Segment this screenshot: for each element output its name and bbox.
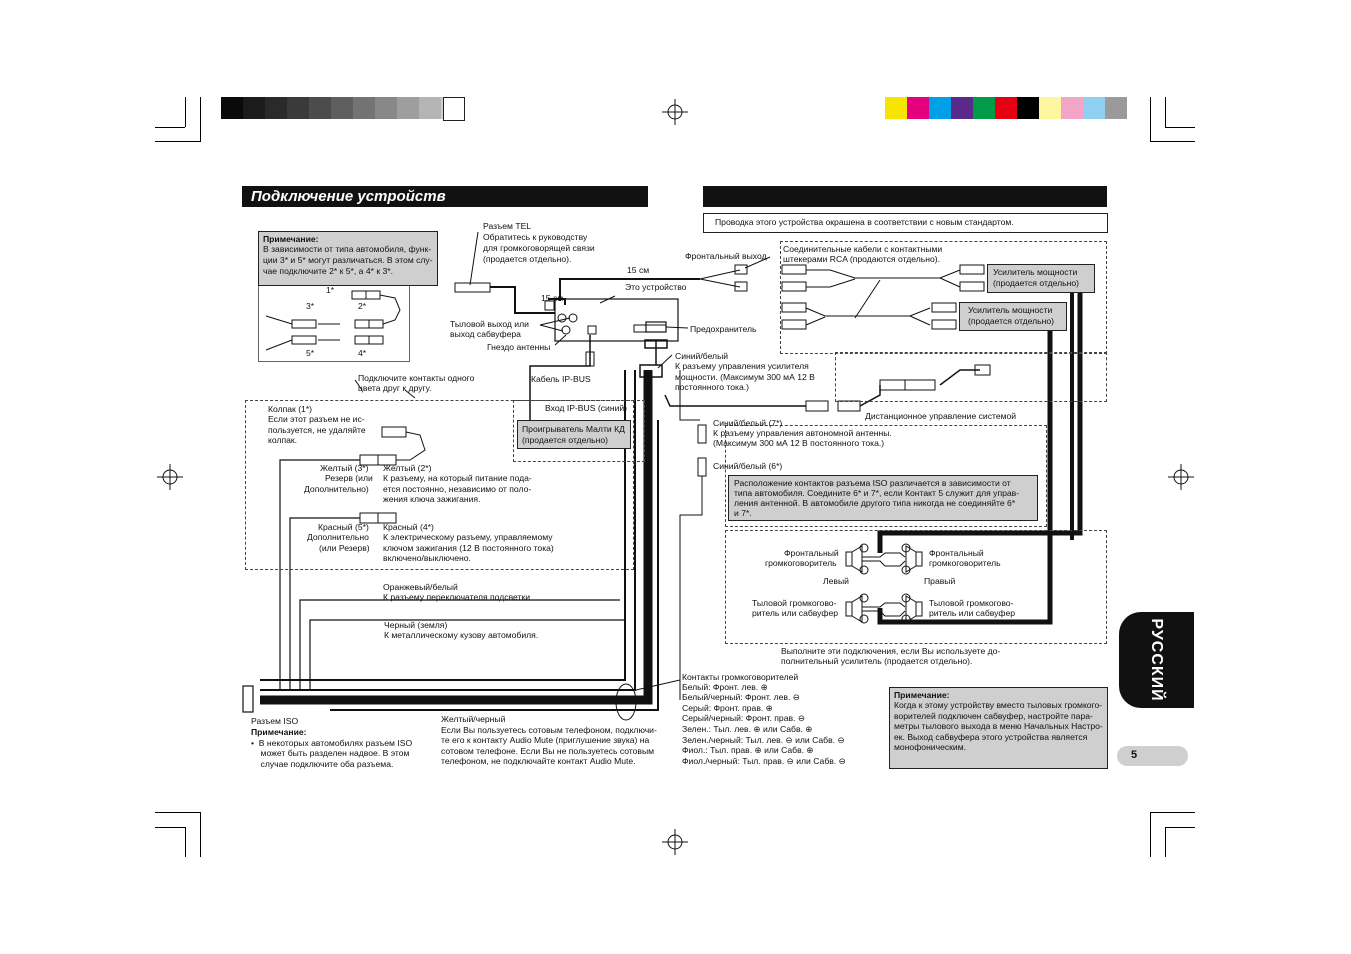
note-top-box (258, 231, 438, 286)
amplifier-1 (987, 264, 1095, 293)
note-sub-box (889, 687, 1108, 769)
black-label: Черный (земля) (384, 620, 448, 630)
tel-label: Разъем TEL (483, 221, 532, 231)
blue-white7-label: (Максимум 300 мА 12 В постоянного тока.) (713, 438, 885, 448)
page-title: Подключение устройств (242, 186, 648, 207)
red4-label: включено/выключено. (383, 553, 471, 563)
head-unit (555, 299, 678, 341)
red4-label: ключом зажигания (12 В постоянного тока) (383, 543, 554, 553)
note-top-line: ции 3* и 5* могут различаться. В этом слу- (263, 255, 433, 265)
note-sub-line: монофоническим. (894, 742, 967, 752)
amp-label: (продается отдельно) (993, 278, 1079, 288)
ipbus-input-label: Вход IP-BUS (синий) (545, 403, 628, 413)
front-left-label: громкоговоритель (765, 558, 837, 568)
yellow3-label: Дополнительно) (304, 484, 369, 494)
red4-label: Красный (4*) (383, 522, 434, 532)
note-iso-line: может быть разделен надвое. В этом (251, 748, 410, 758)
cable-length-b: 15 см (541, 293, 564, 303)
sub-out-label: Тыловой выход или (450, 319, 529, 329)
inset-label-3: 3* (306, 301, 315, 311)
amp-dashed-region (725, 530, 1107, 644)
match-note: Подключите контакты одного (358, 373, 475, 383)
remote-dashed-region (835, 352, 1107, 402)
front-right-label: Фронтальный (929, 548, 984, 558)
iso-note-box (728, 475, 1038, 521)
right-label: Правый (924, 576, 956, 586)
note-sub-title: Примечание: (894, 690, 950, 700)
iso-note-line: ления антенной. В автомобиле другого типа никогда не соединяйте 6* (734, 498, 1016, 508)
yellow2-label: жения ключа зажигания. (383, 494, 481, 504)
speaker-contact: Серый/черный: Фронт. прав. ⊖ (682, 713, 806, 723)
language-tab-label: РУССКИЙ (1148, 618, 1165, 702)
front-right-label: громкоговоритель (929, 558, 1001, 568)
speaker-contact: Белый/черный: Фронт. лев. ⊖ (682, 692, 800, 702)
note-sub-line: ворителей подключен сабвуфер, настройте пара- (894, 711, 1093, 721)
fuse-label: Предохранитель (690, 324, 757, 334)
blue-white-label: постоянного тока.) (675, 382, 749, 392)
page-number-pill (1117, 746, 1188, 766)
red5-label: (или Резерв) (319, 543, 370, 553)
note-sub-line: Когда к этому устройству вместо тыловых громкого- (894, 700, 1103, 710)
note-top-line: В зависимости от типа автомобиля, функ- (263, 244, 432, 254)
remote-label: Дистанционное управление системой (865, 411, 1017, 421)
amp-label: (продается отдельно) (968, 316, 1054, 326)
tel-label: для громкоговорящей связи (483, 243, 595, 253)
blue-white7-label: Синий/белый (7*) (713, 418, 783, 428)
mute-label: те его к контакту Audio Mute (приглушение звука) на (441, 735, 650, 745)
cd-player-box (517, 420, 631, 449)
yellow2-label: Желтый (2*) (383, 463, 432, 473)
cap-label: Колпак (1*) (268, 404, 313, 414)
iso-note-line: и 7*. (734, 508, 752, 518)
left-label: Левый (823, 576, 849, 586)
black-label: К металлическому кузову автомобиля. (384, 630, 539, 640)
amp-label: Усилитель мощности (993, 267, 1078, 277)
note-top-line: чае подключите 2* к 5*, а 4* к 3*. (263, 266, 393, 276)
blue-white-label: мощности. (Максимум 300 мА 12 В (675, 372, 815, 382)
registration-target-bottom (662, 829, 688, 855)
cap-label: Если этот разъем не ис- (268, 414, 365, 424)
cd-player-label: Проигрыватель Малти КД (522, 424, 625, 434)
note-top-title: Примечание: (263, 234, 319, 244)
mute-label: Желтый/черный (441, 714, 506, 724)
ipbus-cable-label: Кабель IP-BUS (531, 374, 591, 384)
amp-hint: Выполните эти подключения, если Вы используете до- (781, 646, 1001, 656)
speaker-contacts-title: Контакты громкоговорителей (682, 672, 799, 682)
tel-label: (продается отдельно). (483, 254, 572, 264)
header-bar-right (703, 186, 1107, 207)
front-out-label: Фронтальный выход (685, 251, 767, 261)
amp-label: Усилитель мощности (968, 305, 1053, 315)
registration-target-right (1168, 464, 1194, 490)
sub-out-label: выход сабвуфера (450, 329, 521, 339)
rear-right-label: ритель или сабвуфер (929, 608, 1015, 618)
rca-label: Соединительные кабели с контактными (783, 244, 943, 254)
speaker-contact: Зелен./черный: Тыл. лев. ⊖ или Сабв. ⊖ (682, 735, 845, 745)
rca-label: штекерами RCA (продаются отдельно). (783, 254, 940, 264)
blue-white6-label: Синий/белый (6*) (713, 461, 783, 471)
speaker-contact: Серый: Фронт. прав. ⊕ (682, 703, 773, 713)
registration-target-left (157, 464, 183, 490)
cap-label: колпак. (268, 435, 298, 445)
unit-label: Это устройство (625, 282, 687, 292)
rear-right-label: Тыловой громкогово- (929, 598, 1014, 608)
cable-length-a: 15 см (627, 265, 650, 275)
standard-note: Проводка этого устройства окрашена в соответствии с новым стандартом. (715, 217, 1014, 227)
standard-note-box (703, 213, 1108, 233)
inset-label-5: 5* (306, 348, 315, 358)
speaker-contact: Фиол./черный: Тыл. прав. ⊖ или Сабв. ⊖ (682, 756, 846, 766)
red5-label: Дополнительно (307, 532, 369, 542)
antenna-jack-label: Гнездо антенны (487, 342, 551, 352)
inset-frame (258, 285, 410, 362)
rear-left-label: Тыловой громкогово- (752, 598, 837, 608)
cd-player-label: (продается отдельно) (522, 435, 608, 445)
rear-left-label: ритель или сабвуфер (752, 608, 838, 618)
mute-label: сотовом телефоне. Если Вы не пользуетесь сотовым (441, 746, 655, 756)
note-iso-title: Примечание: (251, 727, 307, 737)
speaker-contact: Фиол.: Тыл. прав. ⊕ или Сабв. ⊕ (682, 745, 814, 755)
language-tab[interactable] (1119, 612, 1194, 708)
orange-label: К разъему переключателя подсветки (383, 592, 531, 602)
note-iso-line: • В некоторых автомобилях разъем ISO (251, 738, 413, 748)
page-number: 5 (1131, 749, 1138, 761)
speaker-contact: Белый: Фронт. лев. ⊕ (682, 682, 768, 692)
note-sub-line: метры тылового выхода в меню Начальных Настро- (894, 721, 1103, 731)
cap-label: пользуется, не удаляйте (268, 425, 366, 435)
iso-note-line: типа автомобиля. Соедините 6* и 7*, если Контакт 5 служит для управ- (734, 488, 1020, 498)
amplifier-2 (959, 302, 1067, 331)
front-left-label: Фронтальный (784, 548, 839, 558)
registration-target-top (662, 99, 688, 125)
note-iso-line: случае подключите оба разъема. (251, 759, 394, 769)
mute-label: телефоном, не подключайте контакт Audio Mute. (441, 756, 636, 766)
inset-label-4: 4* (358, 348, 367, 358)
iso-connector-label: Разъем ISO (251, 716, 299, 726)
note-sub-line: ек. Выход сабвуфера этого устройства является (894, 732, 1088, 742)
yellow2-label: ется постоянно, независимо от поло- (383, 484, 532, 494)
red4-label: К электрическому разъему, управляемому (383, 532, 553, 542)
yellow2-label: К разъему, на который питание пода- (383, 473, 532, 483)
iso-note-line: Расположение контактов разъема ISO различается в зависимости от (734, 478, 1011, 488)
match-note: цвета друг к другу. (358, 383, 432, 393)
speaker-contact: Зелен.: Тыл. лев. ⊕ или Сабв. ⊕ (682, 724, 813, 734)
yellow3-label: Желтый (3*) (320, 463, 369, 473)
orange-label: Оранжевый/белый (383, 582, 458, 592)
blue-white7-label: К разъему управления автономной антенны. (713, 428, 892, 438)
yellow3-label: Резерв (или (325, 473, 373, 483)
amp-hint: полнительный усилитель (продается отдельно). (781, 656, 973, 666)
blue-white-label: Синий/белый (675, 351, 729, 361)
red5-label: Красный (5*) (318, 522, 369, 532)
inset-label-1: 1* (326, 285, 335, 295)
tel-label: Обратитесь к руководству (483, 232, 588, 242)
inset-label-2: 2* (358, 301, 367, 311)
mute-label: Если Вы пользуетесь сотовым телефоном, подключи- (441, 725, 657, 735)
blue-white-label: К разъему управления усилителя (675, 361, 809, 371)
